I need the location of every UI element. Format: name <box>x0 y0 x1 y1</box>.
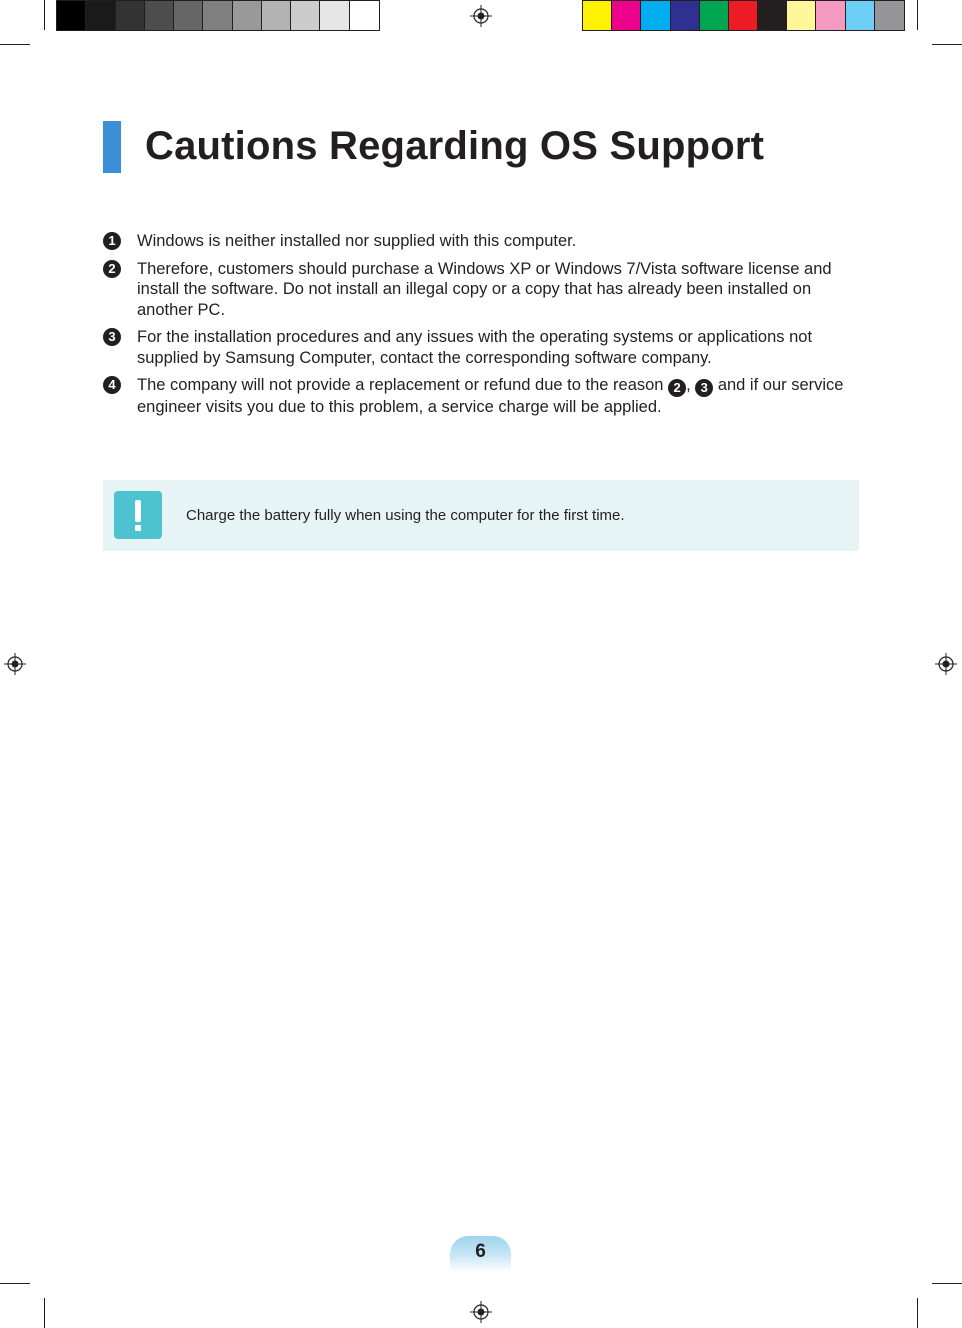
color-swatch <box>875 1 904 30</box>
color-swatch <box>816 1 845 30</box>
number-badge-icon: 1 <box>103 232 121 250</box>
color-swatch <box>233 1 262 30</box>
color-swatch <box>612 1 641 30</box>
registration-mark-icon <box>470 5 492 27</box>
note-text: Charge the battery fully when using the computer for the first time. <box>186 507 625 524</box>
crop-mark <box>917 0 918 30</box>
color-swatch <box>116 1 145 30</box>
crop-mark <box>44 1298 45 1328</box>
text-fragment: and if our service engineer visits you due to this problem, a service charge will be applied. <box>137 376 844 416</box>
color-swatch <box>320 1 349 30</box>
color-swatch <box>203 1 232 30</box>
color-swatch <box>262 1 291 30</box>
crop-mark <box>0 44 30 45</box>
color-swatch <box>57 1 86 30</box>
list-item-text <box>137 376 843 416</box>
note-box <box>103 480 859 551</box>
color-swatch <box>291 1 320 30</box>
number-badge-icon: 3 <box>103 328 121 346</box>
reference-badge-icon: 3 <box>695 379 713 397</box>
registration-mark-icon <box>470 1301 492 1323</box>
color-swatch <box>86 1 115 30</box>
crop-mark <box>917 1298 918 1328</box>
caution-list <box>103 231 863 425</box>
list-item <box>103 375 863 418</box>
page-title: Cautions Regarding OS Support <box>145 124 765 168</box>
list-item <box>103 231 863 252</box>
list-item-text: Therefore, customers should purchase a Windows XP or Windows 7/Vista software license and install the software. Do not install an illegal copy or a copy that has already been installed on another PC. <box>137 259 832 319</box>
exclamation-icon <box>114 491 162 539</box>
number-badge-icon: 2 <box>103 260 121 278</box>
reference-badge-icon: 2 <box>668 379 686 397</box>
color-calibration-strip <box>582 0 905 31</box>
crop-mark <box>44 0 45 30</box>
color-swatch <box>671 1 700 30</box>
crop-mark <box>932 44 962 45</box>
color-swatch <box>174 1 203 30</box>
color-swatch <box>350 1 379 30</box>
color-swatch <box>846 1 875 30</box>
list-item-text: For the installation procedures and any issues with the operating systems or applications not supplied by Samsung Computer, contact the corresponding software company. <box>137 328 813 367</box>
color-swatch <box>700 1 729 30</box>
crop-mark <box>0 1283 30 1284</box>
list-item <box>103 327 863 368</box>
number-badge-icon: 4 <box>103 376 121 394</box>
color-swatch <box>787 1 816 30</box>
registration-mark-icon <box>4 653 26 675</box>
text-fragment: , <box>686 376 696 394</box>
registration-mark-icon <box>935 653 957 675</box>
color-swatch <box>729 1 758 30</box>
color-swatch <box>758 1 787 30</box>
title-accent-bar <box>103 121 121 173</box>
list-item <box>103 259 863 321</box>
color-swatch <box>583 1 612 30</box>
color-swatch <box>641 1 670 30</box>
grayscale-calibration-strip <box>56 0 380 31</box>
crop-mark <box>932 1283 962 1284</box>
color-swatch <box>145 1 174 30</box>
list-item-text: Windows is neither installed nor supplied with this computer. <box>137 232 577 250</box>
page-number: 6 <box>450 1236 511 1272</box>
text-fragment: The company will not provide a replacement or refund due to the reason <box>137 376 669 394</box>
